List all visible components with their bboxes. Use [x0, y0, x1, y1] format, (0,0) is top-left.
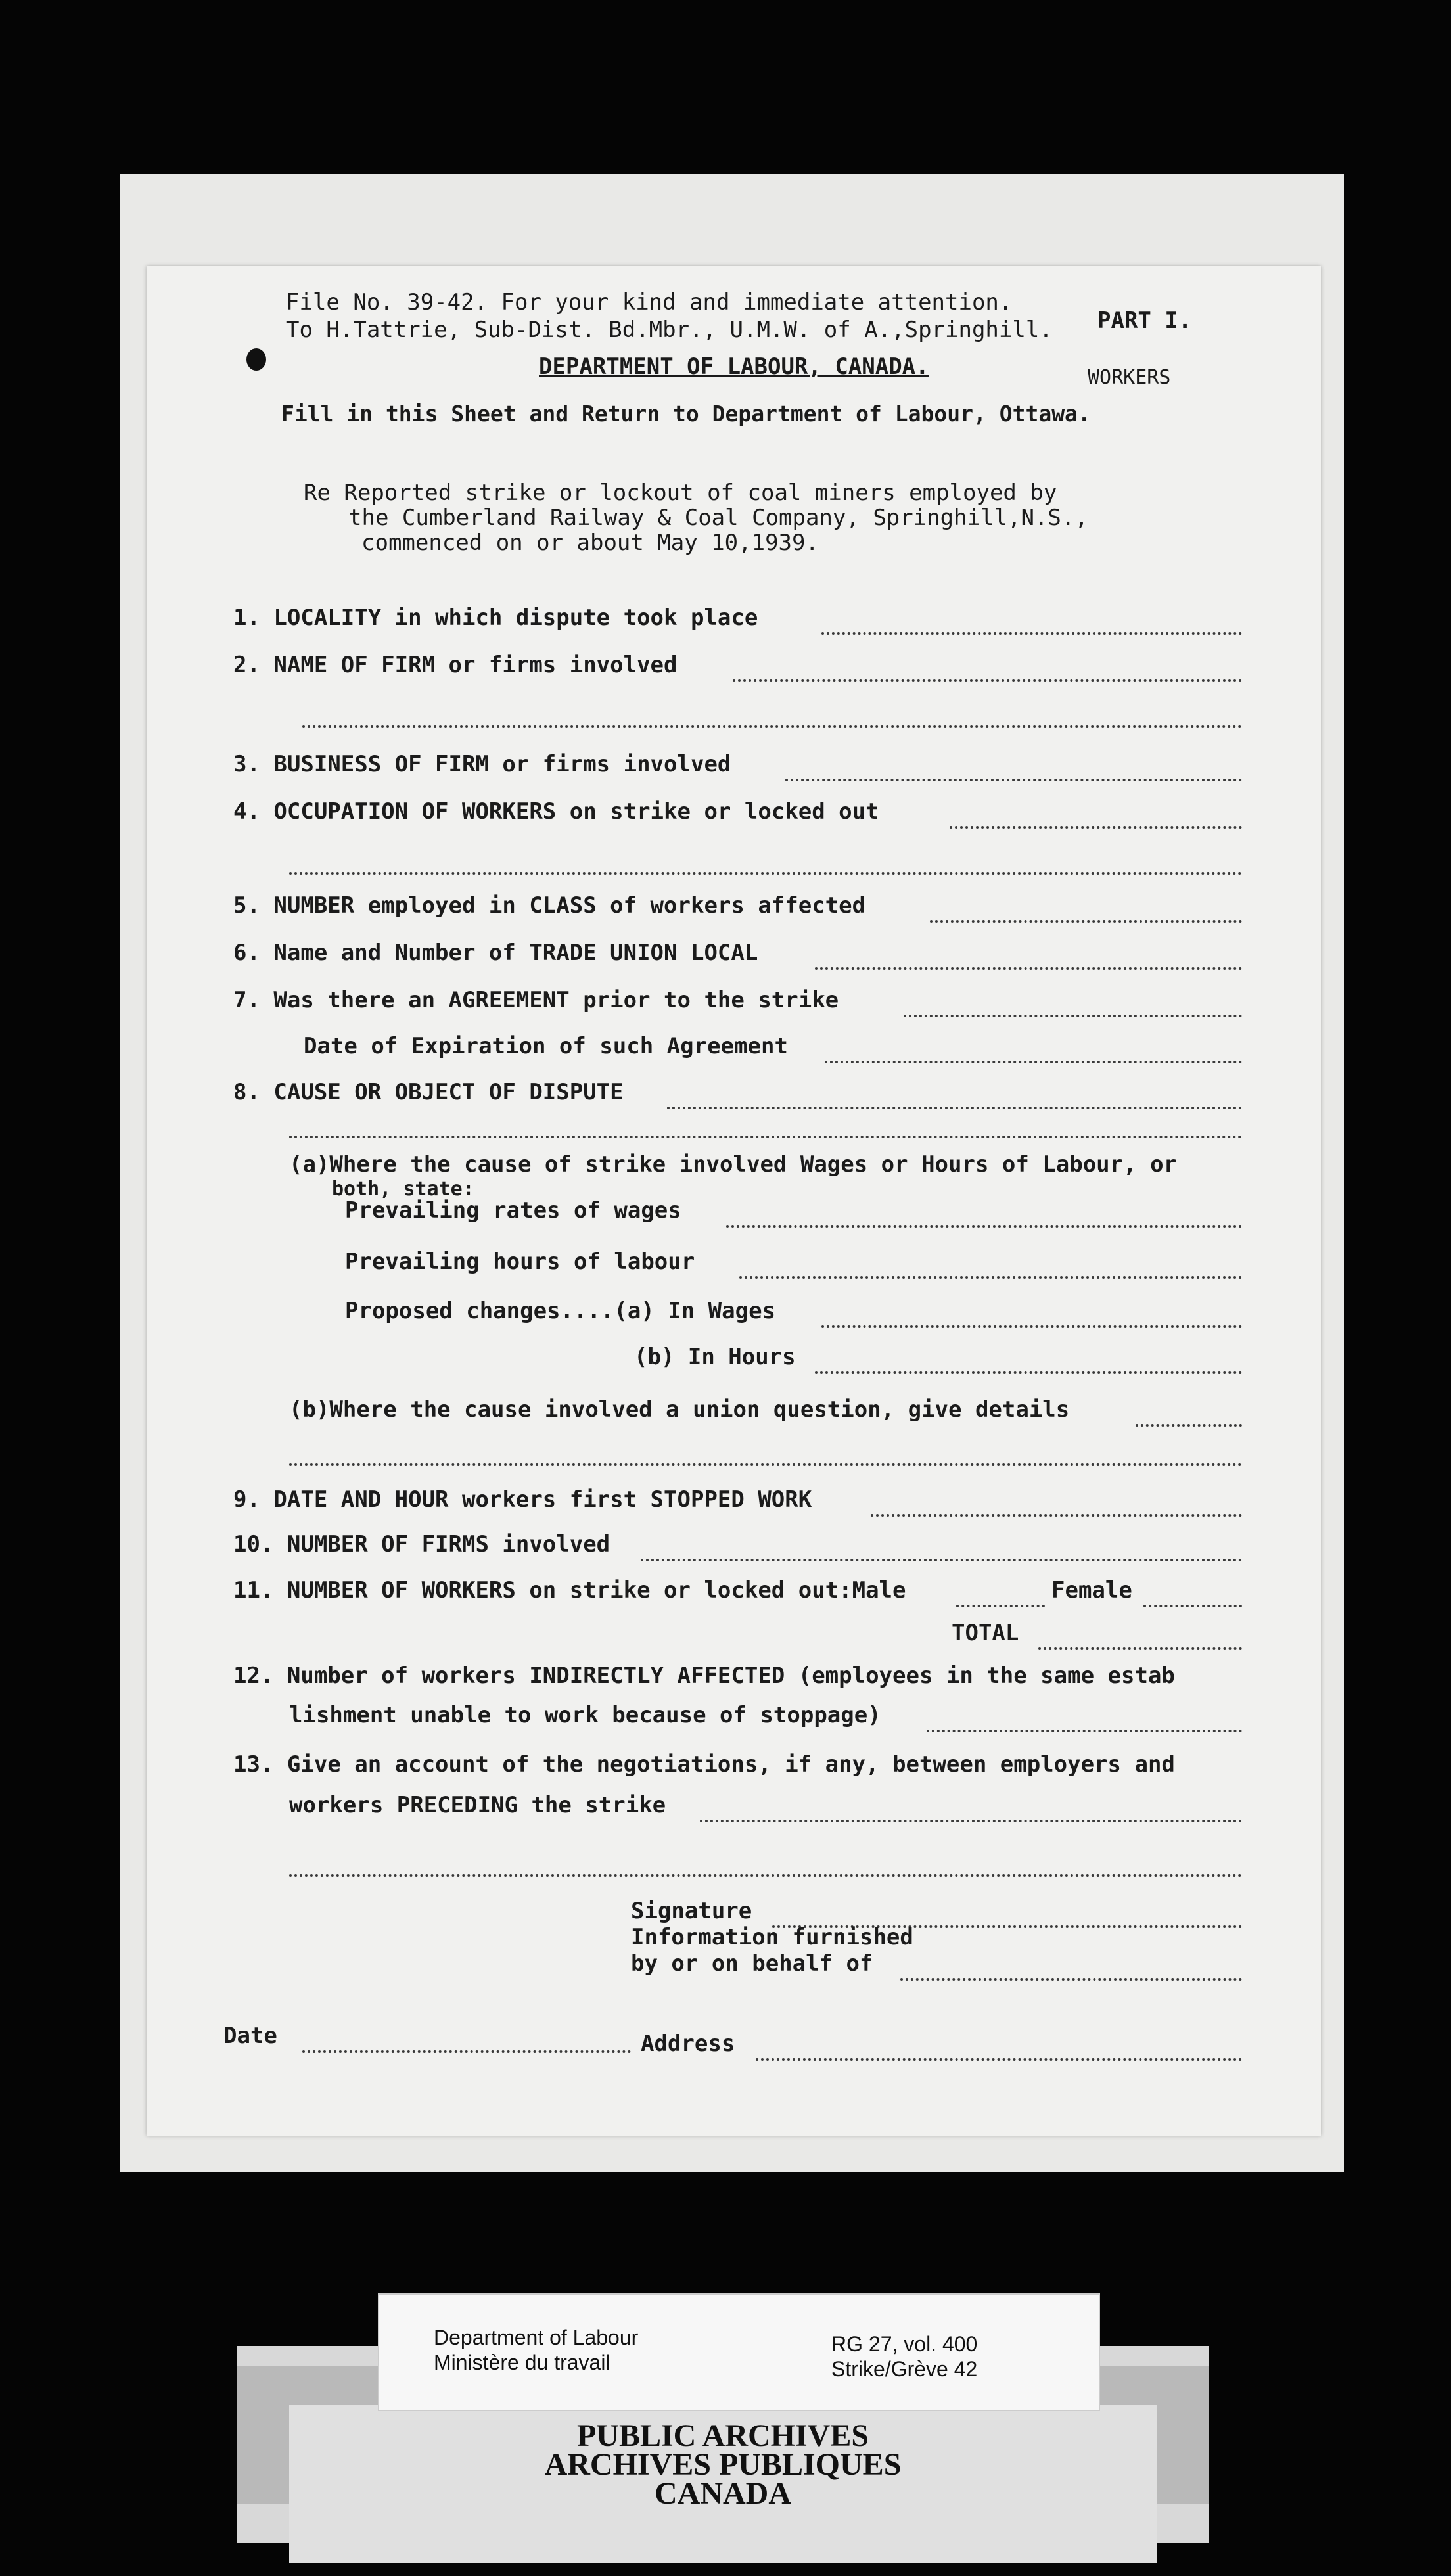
item-1-locality: 1. LOCALITY in which dispute took place [233, 605, 758, 631]
archive-ref-strike: Strike/Grève 42 [831, 2357, 978, 2381]
signature-label: Signature [631, 1898, 752, 1924]
item-11-female: Female [1051, 1577, 1132, 1603]
fill-line-3 [785, 779, 1242, 781]
fill-line-11-female [1143, 1605, 1242, 1607]
fill-line-hours [739, 1276, 1242, 1279]
fill-line-11-male [956, 1605, 1045, 1607]
archive-dept-fr: Ministère du travail [434, 2351, 610, 2374]
fill-line-4b [289, 872, 1242, 875]
fill-line-date [302, 2050, 631, 2053]
fill-line-address [756, 2058, 1242, 2061]
item-3-business: 3. BUSINESS OF FIRM or firms involved [233, 751, 731, 777]
item-8a-wages-hours: (a)Where the cause of strike involved Wages or Hours of Labour, or [289, 1151, 1178, 1178]
fill-line-changes-wages [821, 1325, 1242, 1328]
re-line-1: Re Reported strike or lockout of coal miners employed by [304, 480, 1057, 506]
fill-line-4 [950, 826, 1242, 829]
item-8a-state: both, state: [332, 1178, 474, 1201]
fill-line-changes-hours [815, 1371, 1242, 1374]
item-5-number-employed: 5. NUMBER employed in CLASS of workers affected [233, 892, 866, 919]
on-behalf-label: by or on behalf of [631, 1950, 873, 1977]
fill-line-8b-union-2 [289, 1463, 1242, 1466]
fill-line-13b [289, 1874, 1242, 1877]
fill-line-5 [930, 920, 1242, 923]
item-8b-union: (b)Where the cause involved a union question, give details [289, 1396, 1070, 1423]
item-11-total: TOTAL [952, 1620, 1019, 1646]
item-7-agreement: 7. Was there an AGREEMENT prior to the strike [233, 987, 839, 1013]
item-9-date-hour: 9. DATE AND HOUR workers first STOPPED WORK [233, 1486, 812, 1513]
fill-line-8b-union [1136, 1424, 1242, 1427]
punch-hole [246, 348, 266, 371]
fill-line-1 [821, 632, 1242, 635]
item-8a-rates: Prevailing rates of wages [345, 1197, 681, 1224]
item-12-indirectly-affected: 12. Number of workers INDIRECTLY AFFECTED (employees in the same estab [233, 1663, 1175, 1689]
file-line: File No. 39-42. For your kind and immediate attention. [286, 289, 1013, 315]
fill-line-9 [871, 1514, 1242, 1517]
fill-line-11-total [1038, 1647, 1242, 1650]
re-line-3: commenced on or about May 10,1939. [361, 530, 819, 556]
fill-line-8 [667, 1107, 1242, 1109]
fill-line-7 [904, 1015, 1242, 1017]
fill-line-10 [641, 1559, 1242, 1561]
fill-line-8b [289, 1136, 1242, 1138]
fill-line-7b [825, 1061, 1242, 1063]
address-label: Address [641, 2031, 735, 2057]
workers-label: WORKERS [1088, 366, 1171, 389]
to-line: To H.Tattrie, Sub-Dist. Bd.Mbr., U.M.W. of A.,Springhill. [286, 317, 1053, 343]
fill-line-rates [726, 1225, 1242, 1228]
info-furnished-label: Information furnished [631, 1924, 913, 1950]
item-8a-changes-hours: (b) In Hours [634, 1344, 796, 1370]
item-8a-hours: Prevailing hours of labour [345, 1249, 695, 1275]
fill-line-2b [302, 725, 1242, 728]
archive-dept-en: Department of Labour [434, 2326, 639, 2349]
fill-line-6 [815, 967, 1242, 970]
public-archives-canada: CANADA [655, 2476, 791, 2511]
item-13-preceding: workers PRECEDING the strike [289, 1792, 666, 1818]
item-7-expiration: Date of Expiration of such Agreement [304, 1033, 788, 1059]
public-archives-en: PUBLIC ARCHIVES [576, 2418, 869, 2453]
department-title: DEPARTMENT OF LABOUR, CANADA. [539, 354, 929, 380]
fill-line-13 [700, 1820, 1242, 1822]
item-8-cause: 8. CAUSE OR OBJECT OF DISPUTE [233, 1079, 624, 1105]
item-8a-changes-wages: Proposed changes....(a) In Wages [345, 1298, 776, 1324]
item-13-negotiations: 13. Give an account of the negotiations, if any, between employers and [233, 1751, 1175, 1778]
archive-ref-volume: RG 27, vol. 400 [831, 2332, 978, 2356]
fill-line-2 [733, 679, 1242, 682]
instruction-line: Fill in this Sheet and Return to Department of Labour, Ottawa. [281, 401, 1091, 426]
item-6-union-local: 6. Name and Number of TRADE UNION LOCAL [233, 940, 758, 966]
public-archives-fr: ARCHIVES PUBLIQUES [544, 2447, 902, 2482]
re-line-2: the Cumberland Railway & Coal Company, Springhill,N.S., [348, 505, 1088, 531]
item-12-establishment: lishment unable to work because of stoppage) [289, 1702, 881, 1728]
item-4-occupation: 4. OCCUPATION OF WORKERS on strike or locked out [233, 798, 879, 825]
item-10-number-firms: 10. NUMBER OF FIRMS involved [233, 1531, 610, 1557]
date-label: Date [223, 2023, 277, 2049]
part-label: PART I. [1097, 308, 1192, 334]
item-2-firm: 2. NAME OF FIRM or firms involved [233, 652, 678, 678]
fill-line-on-behalf [900, 1978, 1242, 1981]
fill-line-12 [927, 1730, 1242, 1732]
item-11-number-workers: 11. NUMBER OF WORKERS on strike or locked out:Male [233, 1577, 906, 1603]
